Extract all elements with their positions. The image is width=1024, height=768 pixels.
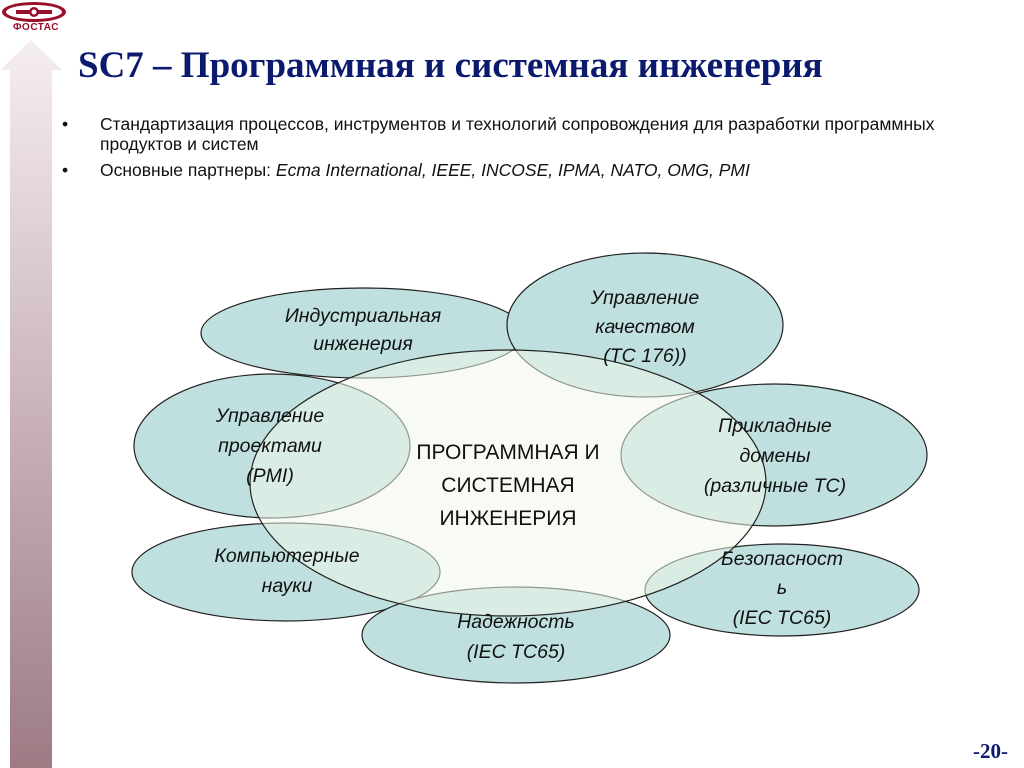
bullet-text: Стандартизация процессов, инструментов и технологий сопровождения для разработки программных продуктов и систем: [100, 114, 935, 154]
node-security-label-2: ь: [776, 577, 788, 599]
node-projects-label-3: (PMI): [246, 465, 294, 487]
node-domains-label-3: (различные ТС): [703, 475, 847, 497]
node-domains-label-2: домены: [739, 445, 811, 467]
node-quality-label-1: Управление: [590, 287, 700, 309]
node-quality-label-3: (TC 176)): [603, 345, 687, 367]
node-domains-label-1: Прикладные: [718, 415, 832, 437]
bullet-text: Основные партнеры:: [100, 160, 276, 180]
center-label-3: ИНЖЕНЕРИЯ: [439, 507, 577, 530]
partners-list: Ecma International, IEEE, INCOSE, IPMA, NATO, OMG, PMI: [275, 160, 750, 180]
page-number: -20-: [973, 739, 1008, 763]
node-quality-label-2: качеством: [595, 316, 695, 338]
node-cs-label-1: Компьютерные: [214, 545, 360, 567]
node-projects-label-2: проектами: [218, 435, 322, 457]
node-industrial-label-2: инженерия: [313, 333, 413, 355]
node-cs-label-2: науки: [261, 575, 313, 597]
node-projects-label-1: Управление: [215, 405, 325, 427]
bullet-marker: •: [62, 160, 69, 180]
center-label-1: ПРОГРАММНАЯ И: [416, 441, 600, 464]
node-reliability-label-2: (IEC TC65): [466, 641, 566, 663]
center-label-2: СИСТЕМНАЯ: [441, 474, 575, 497]
node-industrial-label-1: Индустриальная: [284, 305, 442, 327]
node-security-label-1: Безопасност: [721, 548, 843, 570]
node-security-label-3: (IEC TC65): [732, 607, 832, 629]
page-title: SC7 – Программная и системная инженерия: [78, 45, 823, 86]
node-reliability-label-1: Надежность: [457, 611, 575, 633]
logo-text: ФОСТАС: [13, 22, 59, 33]
bullet-marker: •: [62, 114, 69, 134]
